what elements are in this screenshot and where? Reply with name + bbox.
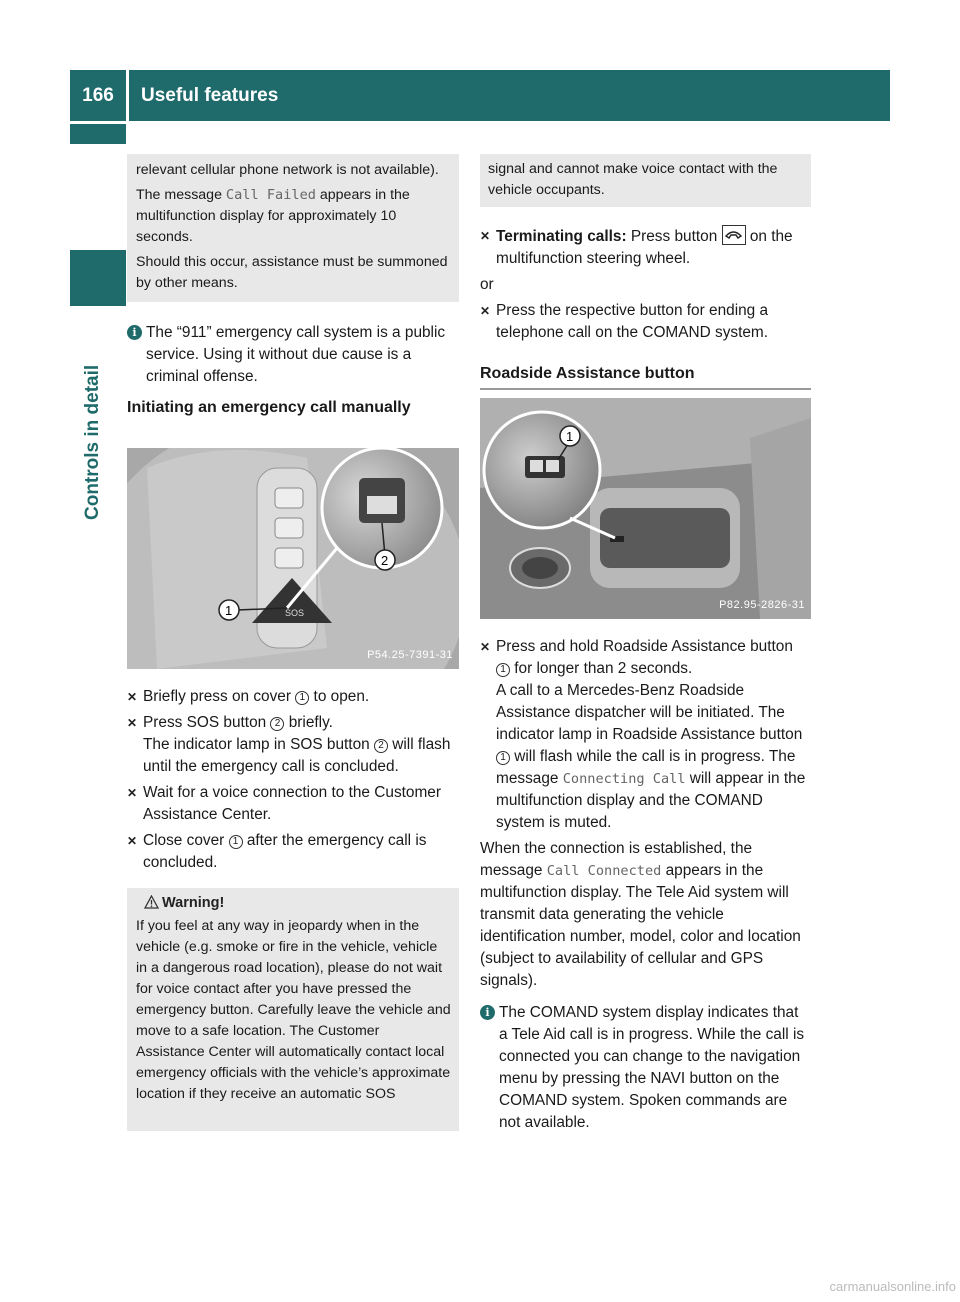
callout-ref: 2 bbox=[270, 717, 284, 731]
note-p2: The message Call Failed appears in the multifunction display for approximately 10 seconds. bbox=[136, 187, 410, 245]
page-number: 166 bbox=[70, 70, 126, 121]
photo-code: P54.25-7391-31 bbox=[367, 649, 453, 661]
step-marker-icon: ✕ bbox=[127, 716, 138, 730]
heading-roadside: Roadside Assistance button bbox=[480, 363, 811, 390]
step-end-comand: ✕ Press the respective button for ending a telephone call on the COMAND system. bbox=[480, 302, 769, 341]
callout-2: 2 bbox=[381, 553, 389, 568]
info-note-911: i The “911” emergency call system is a public service. Using it without due cause is a criminal offense. bbox=[127, 322, 459, 388]
step-open-cover: ✕ Briefly press on cover 1 to open. bbox=[127, 686, 459, 708]
step-marker-icon: ✕ bbox=[127, 786, 138, 800]
step-press-sos: ✕ Press SOS button 2 briefly. The indicator lamp in SOS button 2 will flash until the emergency call is concluded. bbox=[127, 714, 451, 775]
warning-text: If you feel at any way in jeopardy when in the vehicle (e.g. smoke or fire in the vehicle, vehicle in a dangerous road location), please do not wait for voice contact after you have pressed the emergency button. Carefully leave the vehicle and move to a safe location. The Customer Assistance Center will automatically contact local emergency officials with the vehicle’s approximate location if they receive an automatic SOS bbox=[136, 918, 451, 1102]
continued-warning-box: signal and cannot make voice contact with the vehicle occupants. bbox=[480, 154, 811, 207]
roadside-button-illustration bbox=[480, 398, 811, 619]
heading-manual-call: Initiating an emergency call manually bbox=[127, 399, 411, 416]
footer-watermark: carmanualsonline.info bbox=[829, 1279, 956, 1294]
info-icon: i bbox=[480, 1005, 495, 1020]
callout-1: 1 bbox=[225, 603, 233, 618]
sos-button-illustration bbox=[127, 448, 459, 669]
right-steps bbox=[480, 636, 811, 1134]
right-column bbox=[480, 154, 811, 390]
connection-paragraph: When the connection is established, the message Call Connected appears in the multifunction display. The Tele Aid system will transmit data generating the vehicle identification number, model, color and location (subject to availability of cellular and GPS signals). bbox=[480, 840, 801, 989]
note-p3: Should this occur, assistance must be summoned by other means. bbox=[136, 254, 448, 291]
left-steps bbox=[127, 686, 459, 878]
photo-roadside-button bbox=[480, 398, 811, 619]
step-terminate-call: ✕ Terminating calls: Press button on the multifunction steering wheel. bbox=[480, 225, 811, 270]
callout-ref: 1 bbox=[496, 751, 510, 765]
continued-note-box bbox=[127, 154, 459, 302]
end-call-icon bbox=[722, 225, 746, 245]
step-press-hold-roadside: ✕ Press and hold Roadside Assistance button 1 for longer than 2 seconds. A call to a Mercedes-Benz Roadside Assistance dispatcher will be initiated. The indicator lamp in Roadside Assistance button 1 will flash while the call is in progress. The message Connecting Call will appear in the multifunction display and the COMAND system is muted. bbox=[480, 638, 806, 831]
callout-ref: 1 bbox=[496, 663, 510, 677]
step-marker-icon: ✕ bbox=[127, 690, 138, 704]
step-marker-icon: ✕ bbox=[480, 229, 491, 243]
sidebar-tab-top bbox=[70, 124, 126, 144]
warning-title: Warning! bbox=[136, 893, 451, 914]
note-p1: relevant cellular phone network is not available). bbox=[136, 162, 439, 178]
display-message-call-connected: Call Connected bbox=[546, 863, 662, 879]
step-marker-icon: ✕ bbox=[127, 834, 138, 848]
step-marker-icon: ✕ bbox=[480, 640, 491, 654]
photo-sos-button bbox=[127, 448, 459, 669]
photo-code: P82.95-2826-31 bbox=[719, 599, 805, 611]
left-column bbox=[127, 154, 459, 419]
step-marker-icon: ✕ bbox=[480, 304, 491, 318]
info-icon: i bbox=[127, 325, 142, 340]
display-message-connecting-call: Connecting Call bbox=[562, 771, 686, 787]
warning-triangle-icon bbox=[144, 895, 159, 909]
callout-ref: 2 bbox=[374, 739, 388, 753]
display-message-call-failed: Call Failed bbox=[225, 187, 316, 203]
callout-1: 1 bbox=[566, 429, 574, 444]
section-title: Useful features bbox=[129, 70, 890, 121]
step-wait-voice: ✕ Wait for a voice connection to the Customer Assistance Center. bbox=[127, 784, 441, 823]
info-note-comand: i The COMAND system display indicates that a Tele Aid call is in progress. While the call is connected you can change to the navigation menu by pressing the NAVI button on the COMAND system. Spoken commands are not available. bbox=[480, 1002, 811, 1134]
sos-label: SOS bbox=[285, 608, 305, 618]
warning-box bbox=[127, 888, 459, 1131]
callout-ref: 1 bbox=[295, 691, 309, 705]
or-text: or bbox=[480, 276, 494, 293]
callout-ref: 1 bbox=[229, 835, 243, 849]
step-close-cover: ✕ Close cover 1 after the emergency call is concluded. bbox=[127, 832, 427, 871]
